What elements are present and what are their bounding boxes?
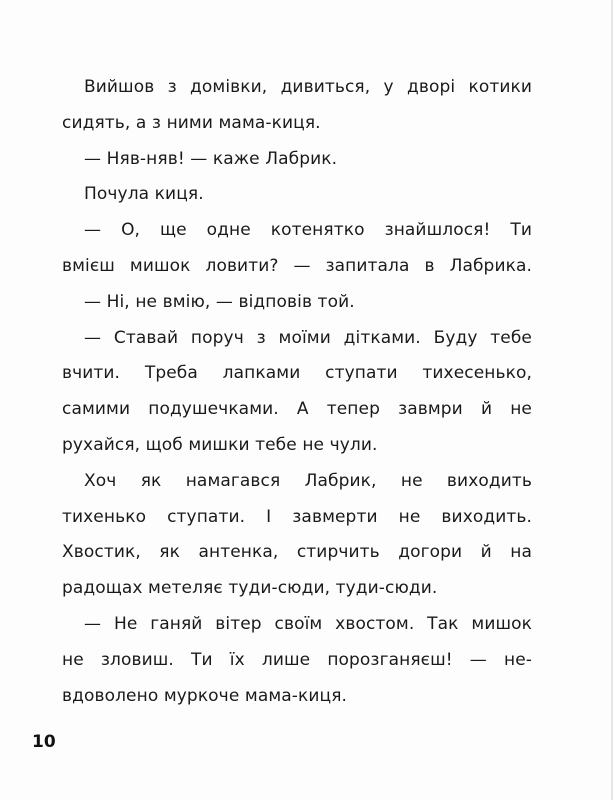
text-line: тихенько ступати. І завмерти не виходить. xyxy=(62,506,532,527)
page-number: 10 xyxy=(32,732,56,752)
text-line: Хоч як намагався Лабрик, не виходить xyxy=(84,470,532,491)
text-line: Хвостик, як антенка, стирчить догори й на xyxy=(62,542,532,563)
text-line: вчити. Треба лапками ступати тихесенько, xyxy=(62,363,532,384)
text-line: — Ставай поруч з моїми дітками. Буду тебе xyxy=(84,327,532,348)
text-line: вдоволено муркоче мама-киця. xyxy=(62,685,348,706)
text-line: вмієш мишок ловити? — запитала в Лабрика. xyxy=(62,255,532,276)
text-line: рухайся, щоб мишки тебе не чули. xyxy=(62,434,378,455)
story-text xyxy=(62,70,532,714)
text-line: самими подушечками. А тепер завмри й не xyxy=(62,399,532,420)
text-line: не зловиш. Ти їх лише порозганяєш! — не- xyxy=(62,649,532,670)
text-line: — Не ганяй вітер своїм хвостом. Так мишок xyxy=(84,613,532,634)
text-line: — Ні, не вмію, — відповів той. xyxy=(84,291,355,312)
text-line: — О, ще одне котенятко знайшлося! Ти xyxy=(84,220,532,241)
text-line: радощах метеляє туди-сюди, туди-сюди. xyxy=(62,578,438,599)
text-line: Почула киця. xyxy=(84,184,204,205)
text-line: Вийшов з домівки, дивиться, у дворі котики xyxy=(84,77,532,97)
text-line: сидять, а з ними мама-киця. xyxy=(62,112,321,133)
text-line: — Няв-няв! — каже Лабрик. xyxy=(84,148,338,169)
